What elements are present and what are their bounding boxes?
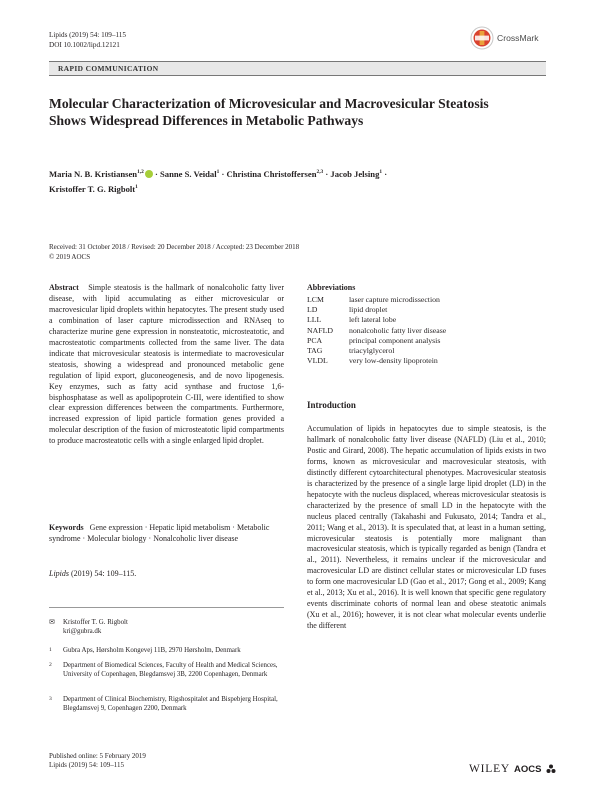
crossmark-badge[interactable]	[470, 26, 539, 50]
keywords-heading: Keywords	[49, 523, 84, 532]
abbreviation-key: VLDL	[307, 356, 328, 366]
affiliation-text: Department of Clinical Biochemistry, Rigshospitalet and Bispebjerg Hospital, Blegdamsvej 9, Copenhagen 2200, Denmark	[63, 696, 278, 713]
abbreviation-key: LLL	[307, 315, 322, 325]
affiliation-number: 2	[49, 662, 52, 668]
abbreviation-value: left lateral lobe	[349, 315, 397, 325]
affiliation-item	[49, 695, 289, 713]
affiliation-item	[49, 661, 289, 679]
keywords	[49, 523, 284, 545]
author-affiliation-ref: 1	[135, 183, 138, 190]
author-name[interactable]: Sanne S. Veidal	[160, 168, 217, 179]
article-history	[49, 243, 299, 262]
author-name[interactable]: Kristoffer T. G. Rigbolt	[49, 183, 136, 194]
abbreviation-row	[307, 326, 546, 336]
abbreviation-row	[307, 346, 546, 356]
aocs-wordmark: AOCS	[514, 763, 542, 775]
envelope-icon: ✉	[49, 618, 55, 626]
published-date: Published online: 5 February 2019	[49, 752, 146, 760]
abbreviation-key: TAG	[307, 346, 323, 356]
author-affiliation-ref: 1	[379, 169, 383, 175]
author-affiliation-ref: 2,3	[316, 169, 324, 175]
affiliation-text: Department of Biomedical Sciences, Faculty of Health and Medical Sciences, University of Copenhagen, Blegdamsvej 3B, 2200 Copenhagen, Denmark	[63, 662, 278, 679]
introduction-text: Accumulation of lipids in hepatocytes due to simple steatosis, is the hallmark of nonalcoholic fatty liver disease (NAFLD) (Liu et al., 2010; Postic and Girard, 2008). The hepatic accumulation of lipids exists in two forms, known as microvesicular and macrovesicular steatosis, with distinctly different cytoarchitectural phenotypes. Macrovesicular steatosis is characterized by the presence of a single large lipid droplet (LD) in the hepatocyte with the nucleus displaced, whereas microvesicular steatosis is characterized by the presence of small LD in the hepatocyte with the nucleus placed centrally (Takahashi and Fukusato, 2014; Tandra et al., 2011; Wang et al., 2013). It is speculated that, at least in a human setting, microvesicular steatosis is potentially more malignant than macrovesicular steatosis, which is typically regarded as benign (Tandra et al., 2011). Nevertheless, it remains unclear if the microvesicular and macrovesicular LD are distinct cellular states or microvesicular LD fuses to form one macrovesicular LD (Gao et al., 2017; Gong et al., 2009; Kang et al., 2013; Xu et al., 2016). It is well known that specific gene regulatory events discriminate cohorts of normal lean and obese steatotic animals (Xu et al., 2016); however, it is not clear what molecular events underlie the different	[307, 424, 546, 631]
abstract-text: Simple steatosis is the hallmark of nonalcoholic fatty liver disease, with lipid accumulating as either microvesicular or macrovesicular lipid droplets within hepatocytes. The present study used a combination of laser capture microdissection and RNAseq to characterize murine gene expression in nonsteatotic, microsteatotic, and macrosteatotic compartments collected from the same liver. The data indicate that microvesicular steatosis is intermediate to macrovesicular steatosis, showing a widespread and pronounced metabolic gene regulation of lipid export, gluconeogenesis, and de novo lipogenesis. Key enzymes, such as fatty acid synthase and fructose 1,6-bisphosphatase as well as apolipoprotein C-III, were identified to show clear expression differences between the compartments. Furthermore, increased expression of lipid particle formation genes provided a molecular description of the fusion of microsteatotic lipid compartments to produce macrosteatotic cells with a single enlarged lipid droplet.	[49, 283, 285, 446]
journal-citation-header	[49, 31, 126, 50]
publisher-logo	[469, 763, 556, 775]
abbreviation-key: LD	[307, 305, 318, 315]
introduction-heading: Introduction	[307, 400, 356, 410]
citation-journal: Lipids	[49, 569, 70, 578]
doi-line[interactable]: DOI 10.1002/lipd.12121	[49, 40, 120, 49]
abbreviation-key: PCA	[307, 335, 323, 345]
abstract-heading: Abstract	[49, 283, 79, 292]
corresponding-author: Kristoffer T. G. Rigbolt	[63, 619, 128, 626]
footer-journal-line: Lipids (2019) 54: 109–115	[49, 761, 124, 770]
author-affiliation-ref: 1	[216, 169, 220, 175]
abbreviation-value: very low-density lipoprotein	[349, 356, 438, 366]
section-label: RAPID COMMUNICATION	[58, 64, 159, 73]
publication-info	[49, 752, 146, 771]
correspondence	[49, 618, 128, 636]
corresponding-email[interactable]: kri@gubra.dk	[63, 628, 102, 636]
abbreviation-row	[307, 315, 546, 325]
abbreviation-row	[307, 295, 546, 305]
affiliation-item	[49, 646, 289, 655]
abbreviation-value: lipid droplet	[349, 305, 388, 315]
author-name[interactable]: Jacob Jelsing	[330, 168, 380, 179]
article-citation	[49, 569, 284, 578]
abbreviation-value: triacylglycerol	[349, 346, 395, 356]
author-affiliation-ref: 1,2	[137, 169, 144, 175]
abbreviation-row	[307, 336, 546, 346]
affiliation-number: 3	[49, 696, 52, 702]
journal-line: Lipids (2019) 54: 109–115	[49, 31, 126, 39]
abbreviation-key: LCM	[307, 295, 324, 304]
abbreviation-value: nonalcoholic fatty liver disease	[349, 325, 447, 335]
article-title: Molecular Characterization of Microvesicular and Macrovesicular Steatosis Shows Widespread Differences in Metabolic Pathways	[49, 96, 489, 128]
abbreviation-row	[307, 305, 546, 315]
abstract	[49, 283, 284, 447]
copyright-line: © 2019 AOCS	[49, 252, 91, 261]
author-name[interactable]: Christina Christoffersen	[226, 168, 317, 179]
citation-details: (2019) 54: 109–115.	[71, 569, 137, 578]
wiley-wordmark: WILEY	[469, 763, 511, 775]
abbreviations-list	[307, 295, 546, 366]
affiliation-text: Gubra Aps, Hørsholm Kongevej 11B, 2970 Hørsholm, Denmark	[63, 647, 241, 654]
aocs-logo-icon	[546, 764, 556, 774]
abbreviation-value: principal component analysis	[349, 335, 441, 345]
orcid-icon[interactable]	[145, 170, 153, 178]
author-name[interactable]: Maria N. B. Kristiansen	[49, 168, 138, 179]
footnote-divider	[49, 607, 284, 608]
abbreviation-value: laser capture microdissection	[349, 295, 440, 304]
affiliation-number: 1	[49, 647, 52, 653]
abbreviation-row	[307, 356, 546, 366]
received-dates: Received: 31 October 2018 / Revised: 20 December 2018 / Accepted: 23 December 2018	[49, 243, 300, 251]
keywords-text: Gene expression · Hepatic lipid metabolism · Metabolic syndrome · Molecular biology · Nonalcoholic liver disease	[49, 523, 270, 543]
crossmark-icon	[470, 26, 494, 50]
abbreviations-heading: Abbreviations	[307, 283, 356, 292]
abbreviation-key: NAFLD	[307, 325, 333, 335]
author-list: Maria N. B. Kristiansen$^{1,2}$ · Sanne S. Veidal$^1$ · Christina Christoffersen$^{2,3}$ · Jacob Jelsing$^1$ · Kristoffer T. G. Rigbolt$^1$	[49, 168, 388, 194]
crossmark-label: CrossMark	[497, 33, 539, 43]
